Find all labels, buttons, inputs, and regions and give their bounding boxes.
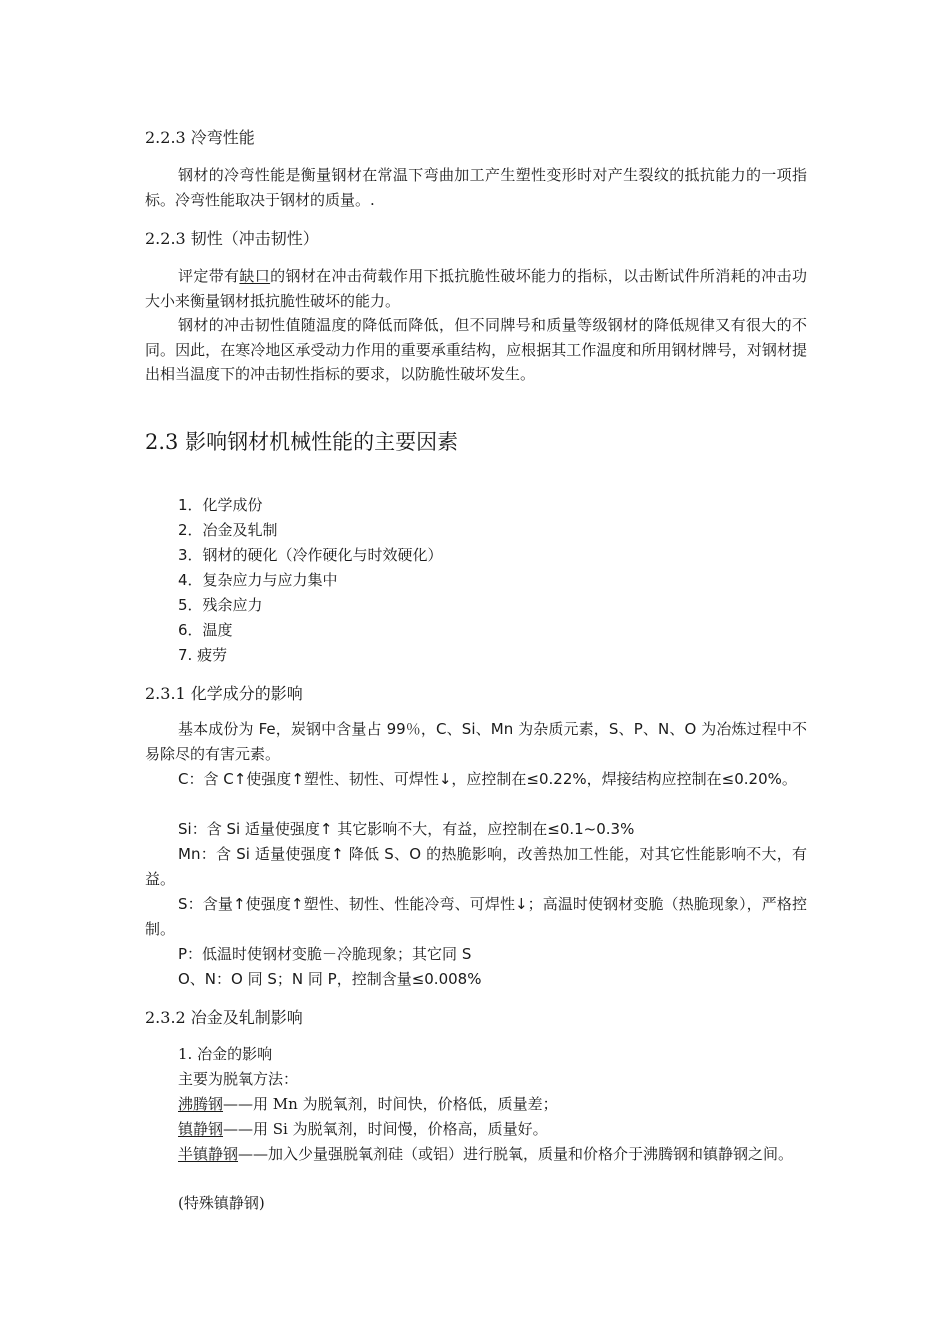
text-run: ——用 Si 为脱氧剂，时间慢，价格高，质量好。 [223, 1120, 548, 1138]
text-killed-steel [178, 1117, 548, 1142]
text-run: ——用 Mn 为脱氧剂，时间快，价格低，质量差； [223, 1095, 558, 1113]
list-item: 6．温度 [178, 621, 233, 639]
underlined-term: 沸腾钢 [178, 1095, 224, 1113]
underlined-term: 半镇静钢 [178, 1145, 239, 1163]
list-item: 1．化学成份 [178, 496, 263, 514]
paragraph-cold-bend: 钢材的冷弯性能是衡量钢材在常温下弯曲加工产生塑性变形时对产生裂纹的抵抗能力的一项指标。冷弯性能取决于钢材的质量。. [145, 166, 807, 209]
text-special-killed-steel: (特殊镇静钢) [178, 1194, 265, 1212]
list-item: 2．冶金及轧制 [178, 521, 278, 539]
paragraph-phosphorus: P：低温时使钢材变脆－冷脆现象；其它同 S [178, 945, 472, 963]
text-semi-killed-steel [145, 1142, 807, 1167]
text-run: 评定带有 [178, 267, 240, 285]
section-heading-toughness: 2.2.3 韧性（冲击韧性） [145, 229, 319, 248]
list-item: 3．钢材的硬化（冷作硬化与时效硬化） [178, 546, 443, 564]
underlined-term: 镇静钢 [178, 1120, 224, 1138]
paragraph-toughness-definition [145, 264, 807, 313]
underlined-term-notch: 缺口 [239, 267, 271, 285]
section-heading-cold-bend: 2.2.3 冷弯性能 [145, 128, 255, 147]
paragraph-sulfur: S：含量↑使强度↑塑性、韧性、性能冷弯、可焊性↓；高温时使钢材变脆（热脆现象），严格控制。 [145, 895, 807, 938]
text-run: 的钢材在冲击荷载作用下抵抗脆性破坏能力的指标，以击断试件所消耗的冲击功大小来衡量钢材抵抗脆性破坏的能力。 [145, 267, 807, 310]
list-item: 7. 疲劳 [178, 646, 228, 664]
paragraph-toughness-temperature: 钢材的冲击韧性值随温度的降低而降低，但不同牌号和质量等级钢材的降低规律又有很大的不同。因此，在寒冷地区承受动力作用的重要承重结构，应根据其工作温度和所用钢材牌号，对钢材提出相当温度下的冲击韧性指标的要求，以防脆性破坏发生。 [145, 316, 807, 383]
list-item: 4．复杂应力与应力集中 [178, 571, 338, 589]
paragraph-base-composition: 基本成份为 Fe，炭钢中含量占 99％，C、Si、Mn 为杂质元素，S、P、N、O 为冶炼过程中不易除尽的有害元素。 [145, 720, 807, 763]
paragraph-oxygen-nitrogen: O、N：O 同 S；N 同 P，控制含量≤0.008% [178, 970, 482, 988]
text-deoxidation-method: 主要为脱氧方法： [178, 1070, 299, 1088]
subheading-metallurgy-effect: 1. 冶金的影响 [178, 1045, 273, 1063]
paragraph-manganese: Mn：含 Si 适量使强度↑ 降低 S、O 的热脆影响，改善热加工性能，对其它性能影响不大，有益。 [145, 845, 807, 888]
text-run: ——加入少量强脱氧剂硅（或铝）进行脱氧，质量和价格介于沸腾钢和镇静钢之间。 [238, 1145, 794, 1163]
text-rimmed-steel [178, 1092, 558, 1117]
paragraph-carbon: C：含 C↑使强度↑塑性、韧性、可焊性↓，应控制在≤0.22%，焊接结构应控制在≤0.20%。 [178, 770, 797, 788]
paragraph-silicon: Si：含 Si 适量使强度↑ 其它影响不大，有益，应控制在≤0.1~0.3% [178, 820, 635, 838]
section-heading-chemical: 2.3.1 化学成分的影响 [145, 684, 303, 703]
section-heading-metallurgy: 2.3.2 冶金及轧制影响 [145, 1008, 303, 1027]
chapter-heading-factors: 2.3 影响钢材机械性能的主要因素 [145, 430, 459, 454]
list-item: 5．残余应力 [178, 596, 263, 614]
